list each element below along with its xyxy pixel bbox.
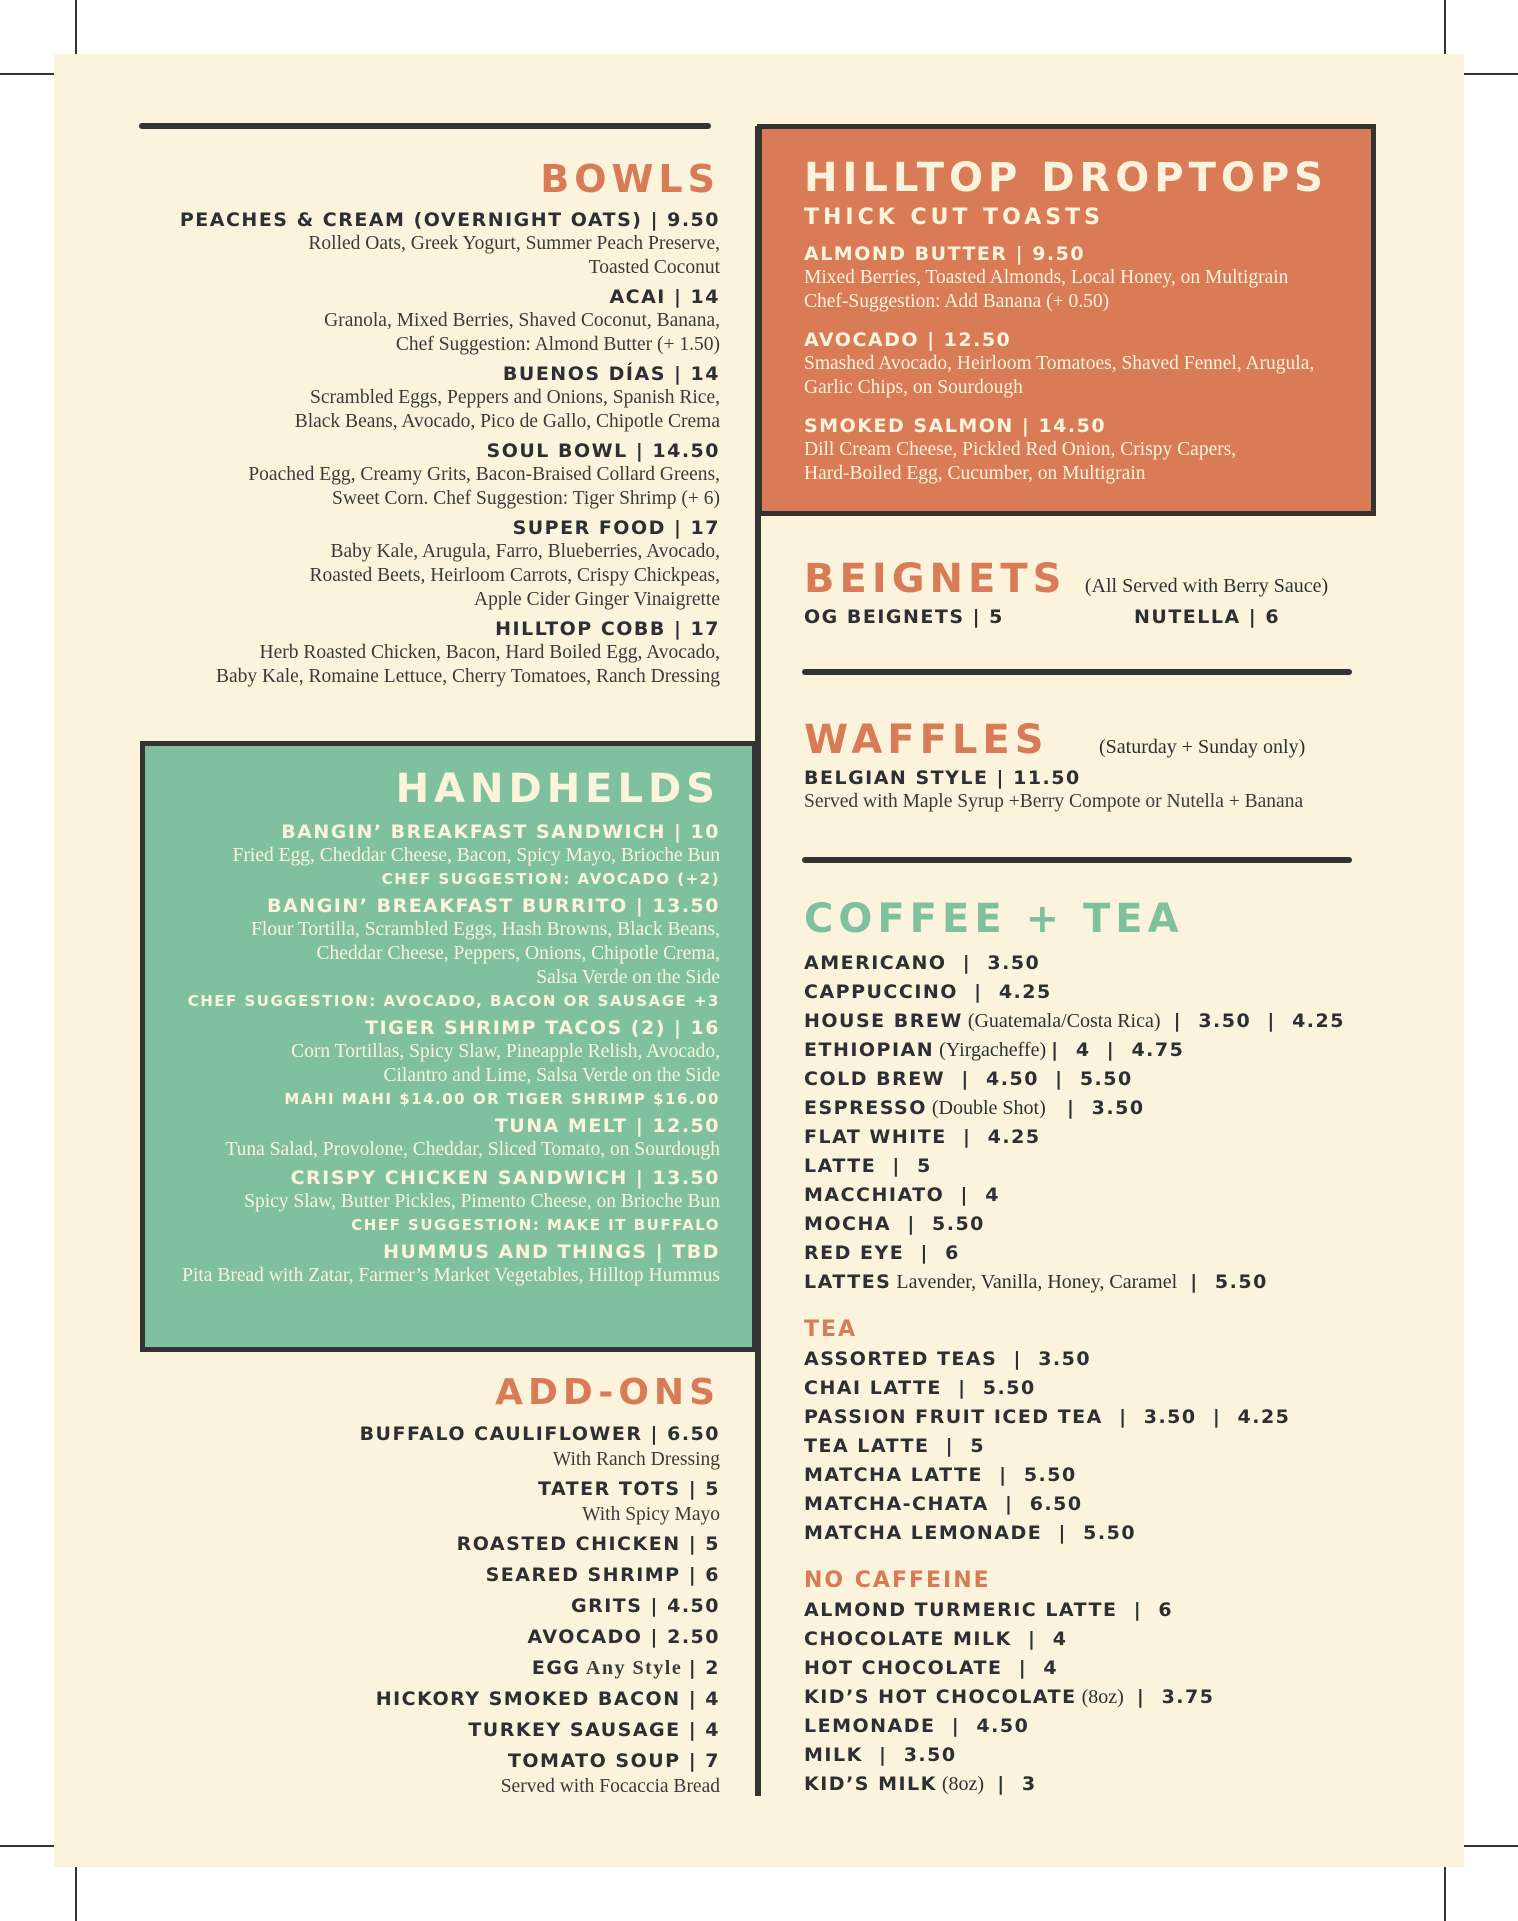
item-description: Baby Kale, Arugula, Farro, Blueberries, Avocado,: [330, 541, 720, 562]
item-description: Garlic Chips, on Sourdough: [804, 377, 1023, 398]
menu-entry: [0, 439, 720, 511]
menu-item-name: TIGER SHRIMP TACOS (2) | 16: [365, 1017, 720, 1039]
section-subtitle: THICK CUT TOASTS: [804, 205, 1104, 230]
drink-price: | 4.50: [935, 1715, 1030, 1737]
menu-item-name: AVOCADO | 12.50: [804, 329, 1012, 351]
drink-item: [804, 1683, 1404, 1712]
menu-entry: [804, 414, 1364, 486]
addon-name: AVOCADO | 2.50: [527, 1626, 720, 1648]
item-description: Smashed Avocado, Heirloom Tomatoes, Shaved Fennel, Arugula,: [804, 353, 1315, 374]
drink-name: MATCHA LATTE: [804, 1464, 983, 1486]
drink-item: [804, 1770, 1404, 1799]
drink-detail: (Double Shot): [926, 1097, 1051, 1119]
tea-list: [804, 1345, 1404, 1548]
addon-entry: [0, 1420, 720, 1472]
drink-item: [804, 1065, 1404, 1094]
menu-item-name: BANGIN’ BREAKFAST SANDWICH | 10: [281, 821, 720, 843]
crop-mark: [1458, 73, 1518, 75]
drink-price: | 3.75: [1128, 1686, 1215, 1708]
addons-section: [0, 1368, 720, 1802]
drink-item: [804, 1210, 1404, 1239]
menu-entry: [0, 894, 720, 1012]
column-divider: [755, 126, 761, 1796]
drink-item: [804, 1625, 1404, 1654]
addon-entry: [0, 1747, 720, 1799]
drink-price: | 4 | 4.75: [1051, 1039, 1185, 1061]
drink-detail: (Yirgacheffe): [934, 1039, 1052, 1061]
drink-price: | 3.50: [946, 952, 1041, 974]
item-description: Salsa Verde on the Side: [536, 967, 720, 988]
drink-name: FLAT WHITE: [804, 1126, 947, 1148]
drink-price: | 5.50: [941, 1377, 1036, 1399]
drink-item: [804, 1490, 1404, 1519]
drink-item: [804, 1036, 1404, 1065]
menu-entry: [0, 285, 720, 357]
drink-name: PASSION FRUIT ICED TEA: [804, 1406, 1103, 1428]
drink-item: [804, 1094, 1404, 1123]
addon-entry: [0, 1592, 720, 1620]
drink-item: [804, 1007, 1404, 1036]
drink-item: [804, 978, 1404, 1007]
menu-item-name: HILLTOP COBB | 17: [495, 618, 720, 640]
menu-item-name: CRISPY CHICKEN SANDWICH | 13.50: [290, 1167, 720, 1189]
addon-name: ROASTED CHICKEN | 5: [456, 1533, 720, 1555]
drink-item: [804, 1268, 1404, 1297]
menu-entry: [0, 1240, 720, 1288]
drink-name: COLD BREW: [804, 1068, 946, 1090]
addon-item: [0, 1716, 720, 1744]
drink-price: | 3.50 | 4.25: [1165, 1010, 1345, 1032]
drink-name: ESPRESSO: [804, 1097, 927, 1119]
chef-suggestion: CHEF SUGGESTION: AVOCADO, BACON OR SAUSAGE +3: [187, 992, 720, 1010]
drink-name: HOT CHOCOLATE: [804, 1657, 1003, 1679]
drink-price: | 3: [989, 1773, 1037, 1795]
item-description: Cheddar Cheese, Peppers, Onions, Chipotle Crema,: [316, 943, 720, 964]
addon-item: [0, 1747, 720, 1775]
addon-entry: [0, 1685, 720, 1713]
drink-name: LATTES: [804, 1271, 892, 1293]
addon-entry: [0, 1654, 720, 1682]
section-note: (All Served with Berry Sauce): [1084, 575, 1329, 597]
addon-name: HICKORY SMOKED BACON | 4: [375, 1688, 720, 1710]
coffee-list: [804, 949, 1404, 1297]
menu-entry: [0, 820, 720, 890]
menu-entry: [0, 516, 720, 612]
handhelds-section: [0, 762, 720, 1292]
item-description: Corn Tortillas, Spicy Slaw, Pineapple Relish, Avocado,: [291, 1041, 720, 1062]
drink-name: CHAI LATTE: [804, 1377, 942, 1399]
drink-price: | 4.50 | 5.50: [945, 1068, 1133, 1090]
crop-mark: [0, 1845, 60, 1847]
drink-name: CHOCOLATE MILK: [804, 1628, 1012, 1650]
drink-price: | 6: [904, 1242, 960, 1264]
beignet-items: [804, 605, 1364, 631]
chef-suggestion: CHEF SUGGESTION: AVOCADO (+2): [381, 870, 720, 888]
addon-item: [0, 1654, 720, 1682]
addons-list: [0, 1420, 720, 1799]
menu-item-name: SOUL BOWL | 14.50: [486, 440, 720, 462]
drink-item: [804, 1374, 1404, 1403]
no-caffeine-list: [804, 1596, 1404, 1799]
item-description: Baby Kale, Romaine Lettuce, Cherry Tomatoes, Ranch Dressing: [215, 666, 720, 687]
beignets-section: [804, 553, 1364, 631]
menu-item: OG BEIGNETS | 5: [804, 606, 1004, 628]
section-title: WAFFLES: [804, 717, 1049, 763]
item-description: Black Beans, Avocado, Pico de Gallo, Chipotle Crema: [294, 411, 720, 432]
item-description: Chef Suggestion: Almond Butter (+ 1.50): [395, 334, 720, 355]
tea-heading: TEA: [804, 1317, 858, 1342]
drink-price: | 4.25: [957, 981, 1052, 1003]
drink-name: CAPPUCCINO: [804, 981, 958, 1003]
drink-name: TEA LATTE: [804, 1435, 930, 1457]
menu-entry: [0, 362, 720, 434]
addon-description: With Spicy Mayo: [582, 1504, 720, 1525]
menu-item-name: SUPER FOOD | 17: [512, 517, 720, 539]
drink-name: LEMONADE: [804, 1715, 936, 1737]
item-description: Served with Maple Syrup +Berry Compote or Nutella + Banana: [804, 791, 1304, 812]
item-description: Hard-Boiled Egg, Cucumber, on Multigrain: [804, 463, 1146, 484]
crop-mark: [75, 1861, 77, 1921]
addon-item: [0, 1685, 720, 1713]
drink-detail: (8oz): [1076, 1686, 1129, 1708]
menu-item-name: BANGIN’ BREAKFAST BURRITO | 13.50: [267, 895, 720, 917]
item-description: Pita Bread with Zatar, Farmer’s Market Vegetables, Hilltop Hummus: [182, 1265, 720, 1286]
addon-price: | 2: [688, 1657, 720, 1679]
drink-price: | 3.50: [997, 1348, 1092, 1370]
addon-detail: Any Style: [580, 1657, 689, 1679]
menu-entry: [0, 617, 720, 689]
item-description: Dill Cream Cheese, Pickled Red Onion, Crispy Capers,: [804, 439, 1237, 460]
drink-price: | 5: [876, 1155, 932, 1177]
addon-name: EGG: [531, 1657, 581, 1679]
no-caffeine-heading: NO CAFFEINE: [804, 1568, 991, 1593]
bowls-list: [0, 208, 720, 689]
item-description: Scrambled Eggs, Peppers and Onions, Spanish Rice,: [310, 387, 720, 408]
drink-price: | 6: [1117, 1599, 1174, 1621]
menu-item-name: HUMMUS AND THINGS | TBD: [383, 1241, 720, 1263]
addon-item: [0, 1420, 720, 1448]
bowls-section: [0, 154, 720, 694]
hilltop-list: [804, 242, 1364, 486]
section-title: BEIGNETS: [804, 556, 1067, 602]
drink-price: | 4.25: [946, 1126, 1041, 1148]
drink-item: [804, 1519, 1404, 1548]
section-title: HILLTOP DROPTOPS: [804, 155, 1328, 201]
item-description: Chef-Suggestion: Add Banana (+ 0.50): [804, 291, 1110, 312]
crop-mark: [1444, 1861, 1446, 1921]
drink-item: [804, 1741, 1404, 1770]
menu-entry: [804, 242, 1364, 314]
menu-entry: [804, 328, 1364, 400]
drink-name: MACCHIATO: [804, 1184, 945, 1206]
drink-name: ASSORTED TEAS: [804, 1348, 998, 1370]
section-title: BOWLS: [540, 157, 720, 201]
drink-name: MILK: [804, 1744, 863, 1766]
drink-name: HOUSE BREW: [804, 1010, 963, 1032]
crop-mark: [1458, 1845, 1518, 1847]
crop-mark: [75, 0, 77, 60]
item-description: Herb Roasted Chicken, Bacon, Hard Boiled Egg, Avocado,: [259, 642, 720, 663]
drink-item: [804, 1345, 1404, 1374]
drink-price: | 5.50: [1042, 1522, 1137, 1544]
drink-detail: (Guatemala/Costa Rica): [962, 1010, 1166, 1032]
crop-mark: [0, 73, 60, 75]
drink-name: LATTE: [804, 1155, 877, 1177]
addon-item: [0, 1475, 720, 1503]
crop-mark: [1444, 0, 1446, 60]
drink-name: KID’S MILK: [804, 1773, 937, 1795]
drink-price: | 3.50 | 4.25: [1102, 1406, 1291, 1428]
addon-description: Served with Focaccia Bread: [500, 1776, 720, 1797]
section-rule: [802, 669, 1352, 675]
drink-detail: Lavender, Vanilla, Honey, Caramel: [891, 1271, 1183, 1293]
drink-price: | 5: [929, 1435, 986, 1457]
addon-name: TURKEY SAUSAGE | 4: [468, 1719, 720, 1741]
addon-entry: [0, 1475, 720, 1527]
addon-name: GRITS | 4.50: [571, 1595, 720, 1617]
section-title: COFFEE + TEA: [804, 896, 1184, 942]
item-description: Mixed Berries, Toasted Almonds, Local Honey, on Multigrain: [804, 267, 1289, 288]
item-description: Toasted Coconut: [588, 257, 720, 278]
drink-price: | 5.50: [891, 1213, 985, 1235]
drink-price: | 3.50: [862, 1744, 957, 1766]
menu-entry: [0, 1114, 720, 1162]
menu-item-name: TUNA MELT | 12.50: [494, 1115, 720, 1137]
drink-item: [804, 1432, 1404, 1461]
addon-item: [0, 1623, 720, 1651]
menu-item: NUTELLA | 6: [1134, 606, 1281, 628]
addon-item: [0, 1561, 720, 1589]
addon-item: [0, 1592, 720, 1620]
item-description: Fried Egg, Cheddar Cheese, Bacon, Spicy Mayo, Brioche Bun: [232, 845, 720, 866]
drink-item: [804, 1123, 1404, 1152]
drink-item: [804, 1654, 1404, 1683]
drink-item: [804, 1712, 1404, 1741]
drink-name: AMERICANO: [804, 952, 947, 974]
addon-entry: [0, 1530, 720, 1558]
item-description: Granola, Mixed Berries, Shaved Coconut, Banana,: [324, 310, 720, 331]
menu-entry: [0, 1016, 720, 1110]
drink-name: RED EYE: [804, 1242, 905, 1264]
addon-item: [0, 1530, 720, 1558]
drink-price: | 4: [1011, 1628, 1068, 1650]
drink-item: [804, 1239, 1404, 1268]
menu-item: BELGIAN STYLE | 11.50: [804, 767, 1081, 789]
drink-price: | 5.50: [1182, 1271, 1268, 1293]
addon-name: TOMATO SOUP | 7: [507, 1750, 720, 1772]
addon-description: With Ranch Dressing: [552, 1449, 720, 1470]
item-description: Spicy Slaw, Butter Pickles, Pimento Cheese, on Brioche Bun: [244, 1191, 720, 1212]
drink-name: MATCHA-CHATA: [804, 1493, 989, 1515]
addon-name: SEARED SHRIMP | 6: [485, 1564, 720, 1586]
menu-item-name: ACAI | 14: [609, 286, 720, 308]
chef-suggestion: MAHI MAHI $14.00 OR TIGER SHRIMP $16.00: [284, 1090, 720, 1108]
handhelds-list: [0, 820, 720, 1288]
drink-item: [804, 1181, 1404, 1210]
addon-entry: [0, 1716, 720, 1744]
menu-item-name: SMOKED SALMON | 14.50: [804, 415, 1107, 437]
drink-price: | 5.50: [982, 1464, 1077, 1486]
section-note: (Saturday + Sunday only): [1099, 736, 1306, 758]
item-description: Tuna Salad, Provolone, Cheddar, Sliced Tomato, on Sourdough: [225, 1139, 720, 1160]
item-description: Apple Cider Ginger Vinaigrette: [474, 589, 720, 610]
hilltop-section: [804, 154, 1364, 500]
drink-price: | 4: [1002, 1657, 1059, 1679]
drink-price: | 4: [944, 1184, 1000, 1206]
section-title: HANDHELDS: [395, 766, 720, 812]
drink-name: MOCHA: [804, 1213, 892, 1235]
menu-item-name: PEACHES & CREAM (OVERNIGHT OATS) | 9.50: [179, 209, 720, 231]
item-description: Roasted Beets, Heirloom Carrots, Crispy Chickpeas,: [309, 565, 720, 586]
drink-price: | 3.50: [1050, 1097, 1145, 1119]
waffles-section: [804, 714, 1364, 814]
item-description: Poached Egg, Creamy Grits, Bacon-Braised Collard Greens,: [248, 464, 720, 485]
menu-entry: [0, 208, 720, 280]
drink-name: KID’S HOT CHOCOLATE: [804, 1686, 1077, 1708]
addon-entry: [0, 1623, 720, 1651]
drink-item: [804, 1461, 1404, 1490]
item-description: Rolled Oats, Greek Yogurt, Summer Peach Preserve,: [308, 233, 720, 254]
item-description: Sweet Corn. Chef Suggestion: Tiger Shrimp (+ 6): [331, 488, 720, 509]
drink-name: MATCHA LEMONADE: [804, 1522, 1043, 1544]
section-rule: [802, 857, 1352, 863]
menu-item-name: ALMOND BUTTER | 9.50: [804, 243, 1086, 265]
item-description: Cilantro and Lime, Salsa Verde on the Side: [383, 1065, 720, 1086]
drink-detail: (8oz): [936, 1773, 990, 1795]
addon-name: TATER TOTS | 5: [537, 1478, 720, 1500]
drink-item: [804, 949, 1404, 978]
section-title: ADD-ONS: [495, 1372, 720, 1413]
menu-item-name: BUENOS DÍAS | 14: [502, 363, 720, 385]
drink-item: [804, 1152, 1404, 1181]
drink-item: [804, 1596, 1404, 1625]
item-description: Flour Tortilla, Scrambled Eggs, Hash Browns, Black Beans,: [251, 919, 720, 940]
drink-price: | 6.50: [988, 1493, 1083, 1515]
menu-entry: [0, 1166, 720, 1236]
addon-name: BUFFALO CAULIFLOWER | 6.50: [359, 1423, 720, 1445]
top-rule: [139, 123, 711, 129]
drink-item: [804, 1403, 1404, 1432]
drink-name: ALMOND TURMERIC LATTE: [804, 1599, 1118, 1621]
coffee-tea-section: [804, 893, 1404, 1799]
addon-entry: [0, 1561, 720, 1589]
chef-suggestion: CHEF SUGGESTION: MAKE IT BUFFALO: [351, 1216, 720, 1234]
drink-name: ETHIOPIAN: [804, 1039, 935, 1061]
